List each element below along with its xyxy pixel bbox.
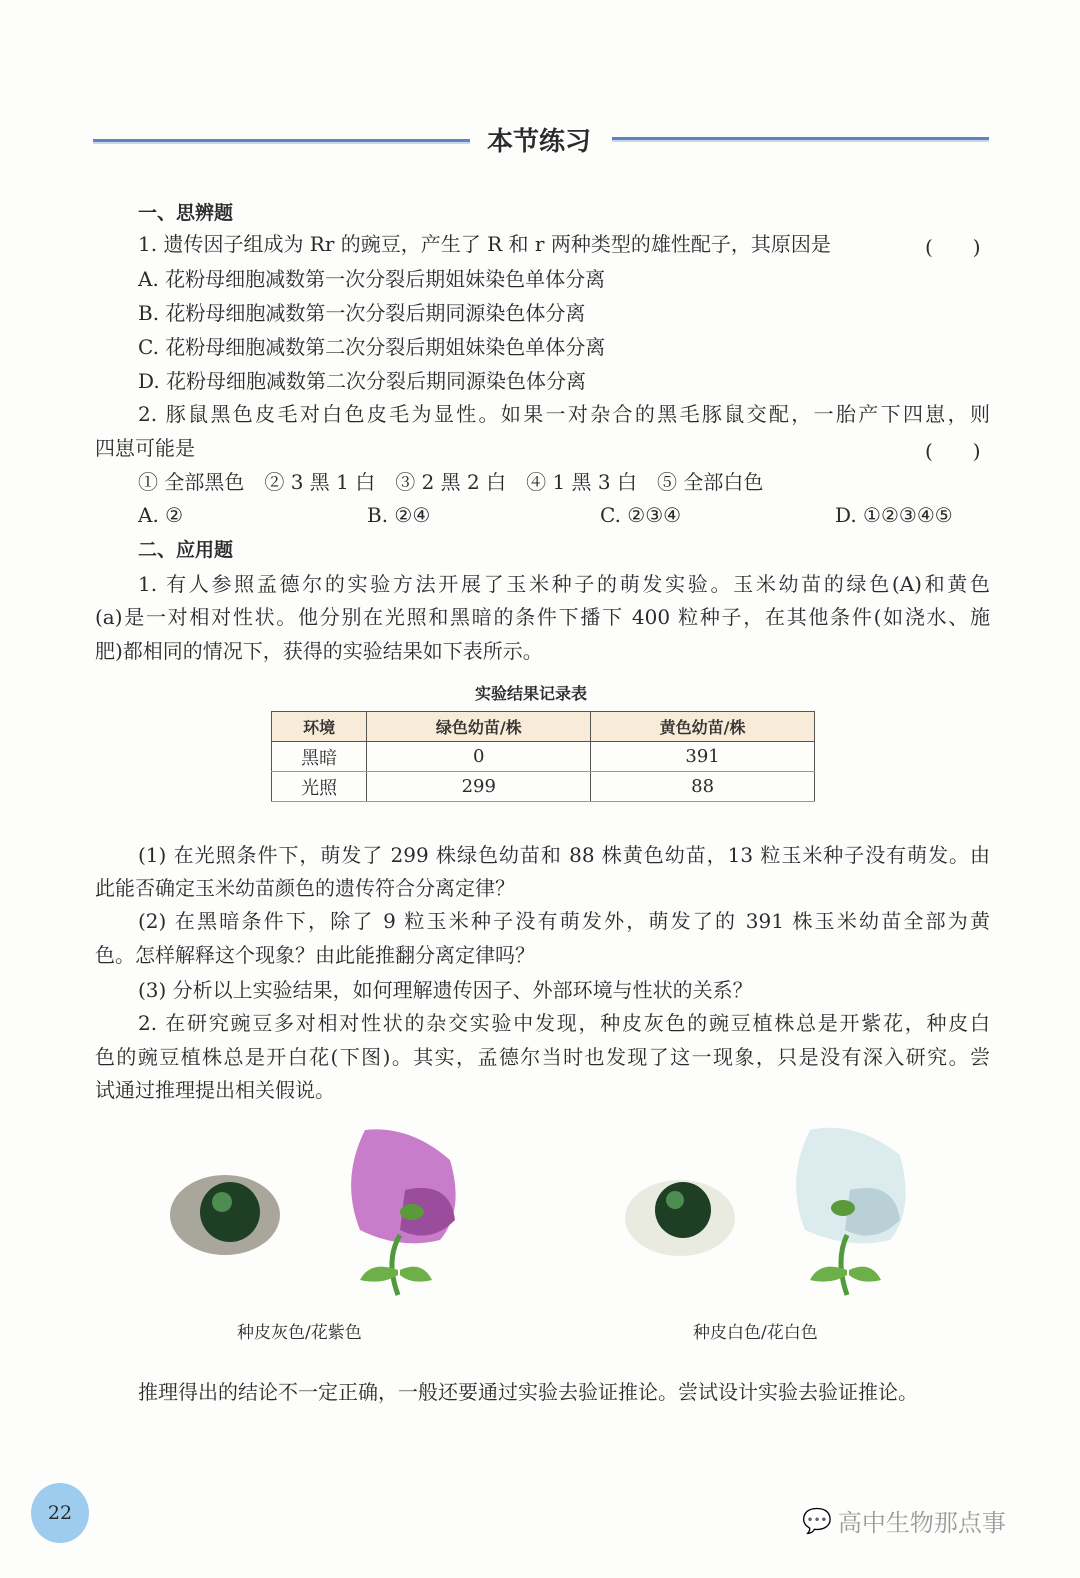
watermark-text: 高中生物那点事 xyxy=(837,1509,1006,1537)
white-seed-white-flower-figure xyxy=(615,1120,935,1300)
header-green: 绿色幼苗/株 xyxy=(367,712,591,742)
caption-white-white: 种皮白色/花白色 xyxy=(693,1323,818,1343)
sub2-line2: 色。怎样解释这个现象？由此能推翻分离定律吗？ xyxy=(95,943,535,967)
app-q1-line3: 肥)都相同的情况下，获得的实验结果如下表所示。 xyxy=(95,639,543,663)
title-rule-left xyxy=(93,139,470,144)
part2-heading: 二、应用题 xyxy=(138,539,234,561)
q2-choice-d: D. ①②③④⑤ xyxy=(835,503,953,527)
cell: 88 xyxy=(591,772,815,802)
header-yellow: 黄色幼苗/株 xyxy=(591,712,815,742)
app-q2-line3: 试通过推理提出相关假说。 xyxy=(95,1078,335,1102)
cell: 299 xyxy=(367,772,591,802)
q1-option-c: C. 花粉母细胞减数第二次分裂后期姐妹染色单体分离 xyxy=(138,335,606,359)
purple-flower-icon xyxy=(351,1129,456,1295)
q1-option-d: D. 花粉母细胞减数第二次分裂后期同源染色体分离 xyxy=(138,369,587,393)
table-row xyxy=(272,772,815,802)
q2-choice-a: A. ② xyxy=(138,503,184,527)
q1-option-b: B. 花粉母细胞减数第一次分裂后期同源染色体分离 xyxy=(138,301,586,325)
table-header-row xyxy=(272,712,815,742)
caption-gray-purple: 种皮灰色/花紫色 xyxy=(237,1323,362,1343)
gray-seed-purple-flower-figure xyxy=(160,1120,480,1300)
part1-heading: 一、思辨题 xyxy=(138,202,234,224)
q1-stem: 1. 遗传因子组成为 Rr 的豌豆，产生了 R 和 r 两种类型的雄性配子，其原因是 xyxy=(138,232,831,256)
page-number: 22 xyxy=(31,1483,89,1543)
cell: 黑暗 xyxy=(272,742,367,772)
closing-text: 推理得出的结论不一定正确，一般还要通过实验去验证推论。尝试设计实验去验证推论。 xyxy=(138,1380,918,1404)
sub1-line2: 此能否确定玉米幼苗颜色的遗传符合分离定律？ xyxy=(95,876,515,900)
watermark xyxy=(802,1503,1006,1538)
cell: 0 xyxy=(367,742,591,772)
table-row xyxy=(272,742,815,772)
white-seed-icon xyxy=(625,1180,735,1256)
q1-answer-paren: ( ) xyxy=(925,235,981,259)
q2-stem-line2: 四崽可能是 xyxy=(95,436,195,460)
results-table xyxy=(271,711,815,802)
q2-stem-line1: 2. 豚鼠黑色皮毛对白色皮毛为显性。如果一对杂合的黑毛豚鼠交配，一胎产下四崽，则 xyxy=(138,402,990,426)
gray-seed-icon xyxy=(170,1175,280,1255)
q2-choice-c: C. ②③④ xyxy=(600,503,682,527)
q2-choice-b: B. ②④ xyxy=(367,503,431,527)
title-rule-right xyxy=(612,137,989,142)
app-q2-line2: 色的豌豆植株总是开白花(下图)。其实，孟德尔当时也发现了这一现象，只是没有深入研究。尝 xyxy=(95,1045,990,1069)
header-environment: 环境 xyxy=(272,712,367,742)
app-q1-line1: 1. 有人参照孟德尔的实验方法开展了玉米种子的萌发实验。玉米幼苗的绿色(A)和黄色 xyxy=(138,572,990,596)
table-title: 实验结果记录表 xyxy=(475,684,588,703)
q2-items: ① 全部黑色 ② 3 黑 1 白 ③ 2 黑 2 白 ④ 1 黑 3 白 ⑤ 全部白色 xyxy=(138,470,764,494)
app-q1-line2: (a)是一对相对性状。他分别在光照和黑暗的条件下播下 400 粒种子，在其他条件(如浇水、施 xyxy=(95,605,990,629)
wechat-icon: 💬 xyxy=(802,1506,832,1535)
white-flower-icon xyxy=(796,1128,906,1295)
section-title: 本节练习 xyxy=(487,127,592,157)
cell: 光照 xyxy=(272,772,367,802)
sub2-line1: (2) 在黑暗条件下，除了 9 粒玉米种子没有萌发外，萌发了的 391 株玉米幼苗全部为黄 xyxy=(138,909,990,933)
sub3: (3) 分析以上实验结果，如何理解遗传因子、外部环境与性状的关系？ xyxy=(138,978,753,1002)
q1-option-a: A. 花粉母细胞减数第一次分裂后期姐妹染色单体分离 xyxy=(138,267,606,291)
cell: 391 xyxy=(591,742,815,772)
sub1-line1: (1) 在光照条件下，萌发了 299 株绿色幼苗和 88 株黄色幼苗，13 粒玉米种子没有萌发。由 xyxy=(138,843,990,867)
q2-answer-paren: ( ) xyxy=(925,439,981,463)
app-q2-line1: 2. 在研究豌豆多对相对性状的杂交实验中发现，种皮灰色的豌豆植株总是开紫花，种皮白 xyxy=(138,1011,990,1035)
